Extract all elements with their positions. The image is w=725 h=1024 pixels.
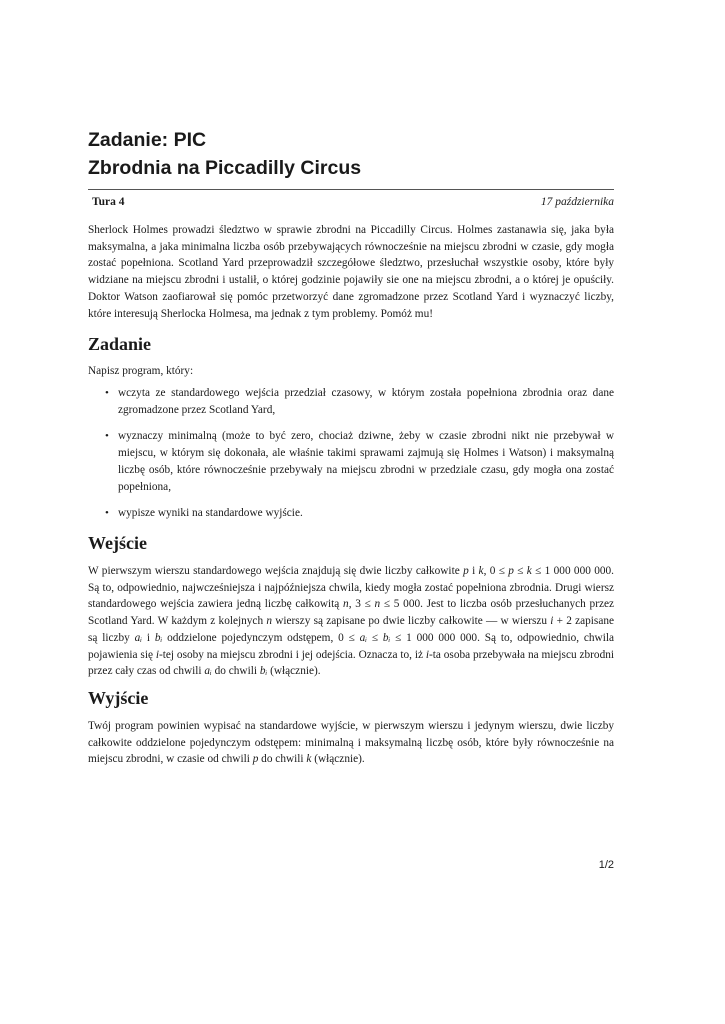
task-code-line: Zadanie: PIC: [88, 129, 207, 151]
list-item-text: wypisze wyniki na standardowe wyjście.: [118, 507, 303, 520]
bullet-icon: •: [105, 387, 109, 399]
date-label: 17 października: [540, 196, 614, 208]
page-number: 1/2: [598, 859, 614, 871]
header-rule: [88, 189, 614, 190]
list-item: [88, 385, 614, 418]
output-paragraph: Twój program powinien wypisać na standardowe wyjście, w pierwszym wierszu i jedynym wierszu, dwie liczby całkowite oddzielone pojedynczym odstępem: minimalną i maksymalną liczbę osób, które były równocześnie na miejscu zbrodni, w czasie od chwili p do chwili k (włącznie).: [88, 720, 614, 766]
intro-paragraph: Sherlock Holmes prowadzi śledztwo w sprawie zbrodni na Piccadilly Circus. Holmes zastanawia się, jaka była maksymalna, a jaka minimalna liczba osób przebywających równocześnie na miejscu zbrodni w czasie, gdy mogła zostać popełniona. Scotland Yard przeprowadził szczegółowe śledztwo, przesłuchał wszystkie osoby, które były widziane na miejscu zbrodni i ustalił, o której godzinie pojawiły sie one na miejscu zbrodni, a o której je opuściły. Doktor Watson zaofiarował się pomóc przetworzyć dane zgromadzone przez Scotland Yard i wyznaczyć liczby, które interesują Sherlocka Holmesa, ma jednak z tym problemy. Pomóż mu!: [88, 224, 614, 320]
output-heading: Wyjście: [88, 688, 149, 708]
bullet-icon: •: [105, 430, 109, 443]
list-item-text: wyznaczy minimalną (może to być zero, chociaż dziwne, żeby w czasie zbrodni nikt nie przebywał w miejscu, w którym się dokonała, ale właśnie takimi sprawami zajmują się Holmes i Watson) i maksymalną liczbę osób, które równocześnie przebywały na miejscu zbrodni w przedziale czasu, gdy mogła ona zostać popełniona,: [118, 430, 614, 493]
document-title: [88, 126, 648, 182]
round-label: Tura 4: [92, 196, 125, 208]
list-item: [88, 428, 614, 495]
bullet-icon: •: [105, 507, 109, 520]
task-heading: Zadanie: [88, 334, 152, 354]
list-item: [88, 505, 614, 522]
input-heading: Wejście: [88, 533, 147, 553]
list-item-text: wczyta ze standardowego wejścia przedział czasowy, w którym została popełniona zbrodnia oraz dane zgromadzone przez Scotland Yard,: [118, 387, 614, 416]
task-name-line: Zbrodnia na Piccadilly Circus: [88, 157, 362, 179]
input-paragraph: W pierwszym wierszu standardowego wejścia znajdują się dwie liczby całkowite p i k, 0 ≤ p ≤ k ≤ 1 000 000 000. Są to, odpowiednio, najwcześniejsza i najpóźniejsza chwila, kiedy mogła zostać popełniona zbrodnia. Drugi wiersz standardowego wejścia zawiera jedną liczbę całkowitą n, 3 ≤ n ≤ 5 000. Jest to liczba osób przesłuchanych przez Scotland Yard. W każdym z kolejnych n wierszy są zapisane po dwie liczby całkowite — w wierszu i + 2 zapisane są liczby aᵢ i bᵢ oddzielone pojedynczym odstępem, 0 ≤ aᵢ ≤ bᵢ ≤ 1 000 000 000. Są to, odpowiednio, chwila pojawienia się i-tej osoby na miejscu zbrodni i jej odejścia. Oznacza to, iż i-ta osoba przebywała na miejscu zbrodni przez cały czas od chwili aᵢ do chwili bᵢ (włącznie).: [88, 565, 614, 678]
task-list: [88, 385, 614, 532]
task-lead: Napisz program, który:: [88, 365, 194, 377]
